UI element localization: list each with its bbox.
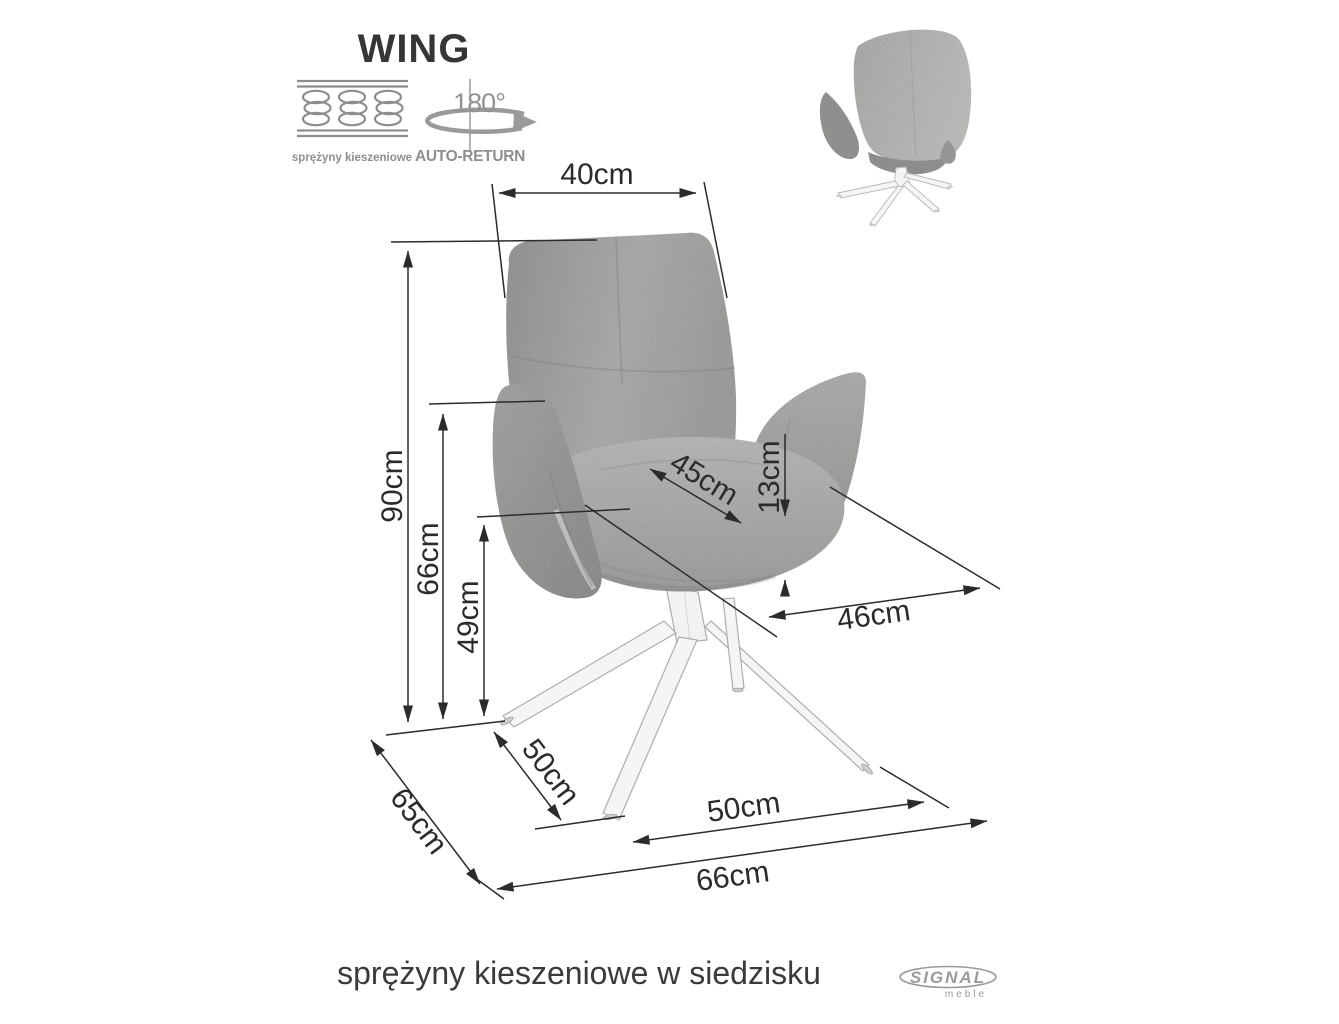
dim-seat-thickness: 13cm <box>753 440 786 514</box>
pocket-springs-icon <box>297 81 408 136</box>
chair-illustration <box>493 233 874 821</box>
brand-name: SIGNAL <box>909 968 987 987</box>
dim-base-depth: 65cm <box>383 782 454 861</box>
dim-armrest-height: 66cm <box>412 522 445 596</box>
product-title: WING <box>357 27 471 71</box>
dim-backrest-width: 40cm <box>560 158 634 191</box>
dim-total-height: 90cm <box>376 449 409 523</box>
rotation-degrees-label: 180° <box>453 88 505 118</box>
footer-note: sprężyny kieszeniowe w siedzisku <box>337 955 821 991</box>
chair-rear-view-image <box>820 30 971 227</box>
dim-seat-depth: 46cm <box>835 594 913 638</box>
auto-return-label: AUTO-RETURN <box>414 148 526 165</box>
dim-base-width: 66cm <box>694 855 772 898</box>
dim-seat-height: 49cm <box>452 580 485 654</box>
signal-logo <box>900 967 996 1001</box>
pocket-springs-label: sprężyny kieszeniowe <box>291 152 413 164</box>
dim-leg-span-front: 50cm <box>705 786 783 829</box>
dim-leg-span-left: 50cm <box>515 733 586 812</box>
dim-seat-width: 45cm <box>664 445 744 513</box>
brand-subtitle: meble <box>944 989 988 1000</box>
